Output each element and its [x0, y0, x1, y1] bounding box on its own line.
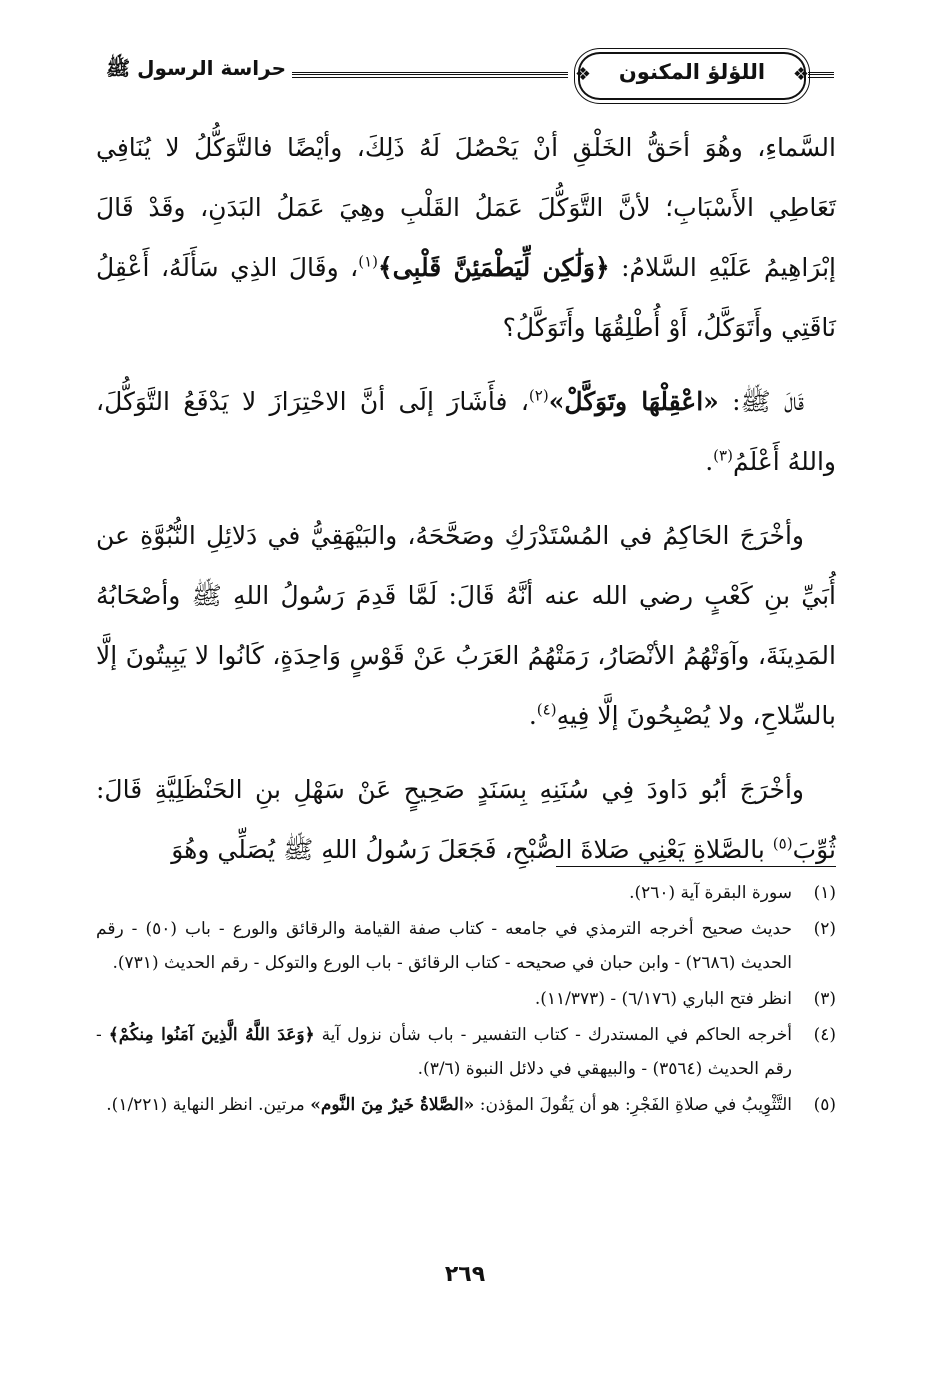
- paragraph-4: [96, 760, 836, 880]
- paragraph-1-text: السَّماءِ، وهُوَ أحَقُّ الخَلْقِ أنْ يَحْصُلَ لَهُ ذَلِكَ، وأيْضًا فالتَّوَكُّلُ لا يُنَافِي تَعَاطِي الأَسْبَابِ؛ لأنَّ التَّوَكُّلَ عَمَلُ القَلْبِ وهِيَ عَمَلُ البَدَنِ، وقَدْ قَالَ إبْرَاهِيمُ عَلَيْهِ السَّلامُ:: [96, 133, 836, 282]
- book-title-cartouche: [574, 52, 810, 100]
- footnote-quote: «الصَّلاةُ خَيرٌ مِنَ النَّوم»: [310, 1095, 475, 1115]
- footnote-2: [96, 912, 836, 980]
- footnote-quran-quote: ﴿وَعَدَ اللَّهُ الَّذِينَ آمَنُوا مِنكُمْ﴾: [108, 1025, 315, 1045]
- footnote-text: انظر فتح الباري (٦/١٧٦) - (١١/٣٧٣).: [534, 989, 792, 1009]
- footnotes: [96, 876, 836, 1124]
- footnote-number: (٤): [813, 1025, 836, 1045]
- footnote-text: حديث صحيح أخرجه الترمذي في جامعه - كتاب صفة القيامة والرقائق والورع - باب (٥٠) - رقم الحديث (٢٦٨٦) - وابن حبان في صحيحه - كتاب الرقائق - باب الورع والتوكل - رقم الحديث (٧٣١).: [96, 919, 792, 973]
- paragraph-2-end: .: [705, 447, 714, 476]
- footnote-ref-5: (٥): [772, 834, 793, 853]
- footnote-ref-3: (٣): [713, 446, 733, 465]
- paragraph-3-end: .: [528, 701, 537, 730]
- paragraph-2-text-cont: ، فأَشَارَ إلَى أنَّ الاحْتِرَازَ لا يَدْفَعُ التَّوَكُّلَ، واللهُ أَعْلَمُ: [96, 387, 836, 476]
- page-header: [96, 52, 836, 104]
- footnote-number: (٢): [813, 919, 836, 939]
- paragraph-1-text-cont: ، وقَالَ الذِي سَأَلَهُ، أَعْقِلُ نَاقَتِي وأَتَوَكَّلُ، أَوْ أُطْلِقُهَا وأَتَوَكَّلُ؟: [96, 253, 836, 342]
- header-rule-left: [292, 72, 568, 78]
- footnote-text: سورة البقرة آية (٢٦٠).: [629, 883, 792, 903]
- footnote-5: [96, 1088, 836, 1122]
- footnote-3: [96, 982, 836, 1016]
- paragraph-2-text: قَالَ ﷺ:: [718, 387, 804, 416]
- ornament-right-icon: ❖: [792, 64, 810, 85]
- footnote-text: أخرجه الحاكم في المستدرك - كتاب التفسير - باب شأن نزول آية: [314, 1025, 792, 1045]
- paragraph-2: [96, 372, 836, 492]
- footnote-ref-2: (٢): [528, 386, 549, 405]
- paragraph-4-text: وأخْرَجَ أبُو دَاودَ فِي سُنَنِهِ بِسَنَدٍ صَحِيحٍ عَنْ سَهْلِ بنِ الحَنْظَلِيَّةِ قَالَ: ثُوِّبَ: [96, 775, 836, 864]
- paragraph-4-text-cont: بالصَّلاةِ يَعْنِي صَلاةَ الصُّبْحِ، فَجَعَلَ رَسُولُ اللهِ ﷺ يُصَلِّي وهُوَ: [171, 835, 773, 864]
- footnote-number: (١): [813, 883, 836, 903]
- section-title: حراسة الرسول ﷺ: [106, 56, 286, 80]
- footnote-number: (٣): [813, 989, 836, 1009]
- quran-verse: ﴿وَلَٰكِن لِّيَطْمَئِنَّ قَلْبِى﴾: [378, 253, 610, 282]
- footnote-text-cont: مرتين. انظر النهاية (١/٢٢١).: [106, 1095, 311, 1115]
- footnote-number: (٥): [813, 1095, 836, 1115]
- footnote-separator: [556, 866, 836, 867]
- footnote-text-cont: - رقم الحديث (٣٥٦٤) - والبيهقي في دلائل النبوة (٣/٦).: [96, 1025, 792, 1079]
- body-text: [96, 118, 836, 894]
- ornament-left-icon: ❖: [574, 64, 592, 85]
- footnote-ref-4: (٤): [536, 700, 557, 719]
- paragraph-3: [96, 506, 836, 746]
- page-number: ٢٦٩: [444, 1262, 486, 1287]
- paragraph-1: [96, 118, 836, 358]
- header-rule-right: [808, 72, 834, 78]
- footnote-ref-1: (١): [358, 252, 378, 271]
- hadith-quote: «اعْقِلْهَا وتَوَكَّلْ»: [548, 387, 719, 416]
- paragraph-3-text: وأخْرَجَ الحَاكِمُ في المُسْتَدْرَكِ وصَحَّحَهُ، والبَيْهَقِيُّ في دَلائِلِ النُّبُوَّةِ عن أُبَيِّ بنِ كَعْبٍ رضي الله عنه أنَّهُ قَالَ: لَمَّا قَدِمَ رَسُولُ اللهِ ﷺ وأصْحَابُهُ المَدِينَةَ، وآوَتْهُمُ الأنْصَارُ، رَمَتْهُمُ العَرَبُ عَنْ قَوْسٍ وَاحِدَةٍ، كَانُوا لا يَبِيتُونَ إلَّا بالسِّلاحِ، ولا يُصْبِحُونَ إلَّا فِيهِ: [96, 521, 836, 730]
- footnote-4: [96, 1018, 836, 1086]
- footnote-1: [96, 876, 836, 910]
- book-title: اللؤلؤ المكنون: [618, 60, 766, 84]
- footnote-text: التَّثْوِيبُ في صلاةِ الفَجْرِ: هو أن يَقُولَ المؤذن:: [474, 1095, 792, 1115]
